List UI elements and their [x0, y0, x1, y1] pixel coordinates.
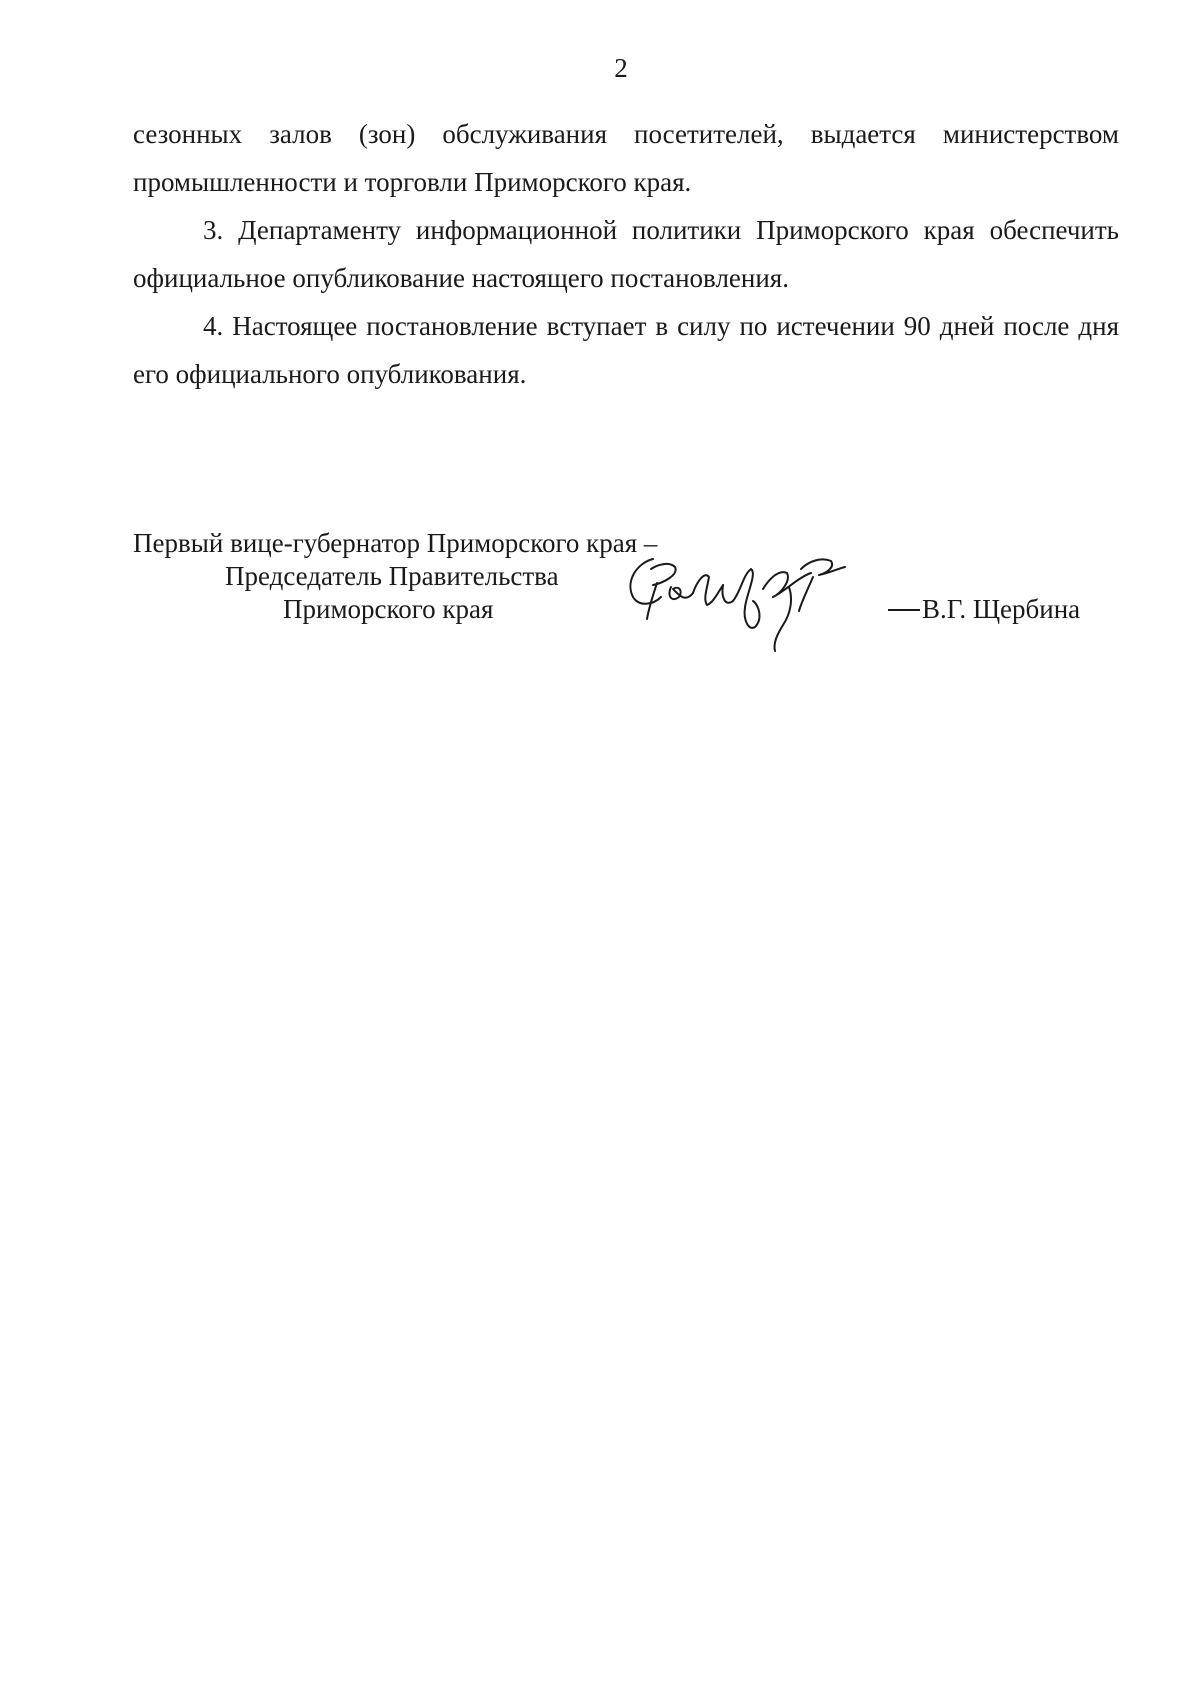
signer-title-line-2: Председатель Правительства — [225, 561, 559, 591]
document-body — [133, 110, 1119, 398]
handwritten-signature-icon — [623, 547, 853, 657]
dash-mark — [888, 609, 920, 611]
signer-title-line-1: Первый вице-губернатор Приморского края – — [133, 528, 658, 558]
signer-title-line-3: Приморского края — [283, 594, 494, 624]
paragraph-item-4: 4. Настоящее постановление вступает в силу по истечении 90 дней после дня его официального опубликования. — [133, 311, 1119, 389]
page-number: 2 — [614, 53, 628, 83]
paragraph-continuation: сезонных залов (зон) обслуживания посетителей, выдается министерством промышленности и торговли Приморского края. — [133, 119, 1119, 197]
signer-name — [888, 593, 1080, 625]
signer-name-text: В.Г. Щербина — [922, 594, 1081, 624]
paragraph-item-3: 3. Департаменту информационной политики Приморского края обеспечить официальное опубликование настоящего постановления. — [133, 215, 1119, 293]
